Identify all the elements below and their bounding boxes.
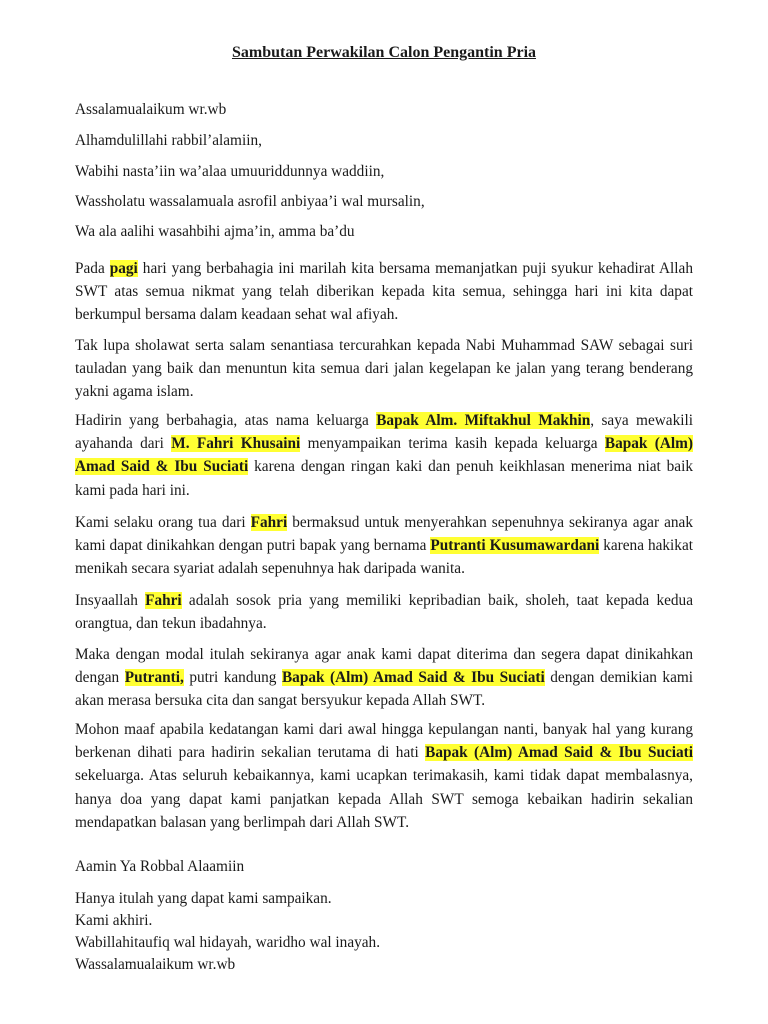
highlighted-text: Bapak (Alm) Amad Said & Ibu Suciati [281, 669, 545, 687]
closing-line: Wassalamualaikum wr.wb [75, 956, 236, 973]
text-segment: dengan demikian kami akan merasa bersuka cita dan sangat bersyukur kepada Allah SWT. [75, 669, 694, 710]
closing-line: Kami akhiri. [75, 912, 153, 929]
document-title: Sambutan Perwakilan Calon Pengantin Pria [231, 44, 537, 61]
body-paragraph [75, 257, 693, 327]
closing-line: Wabillahitaufiq wal hidayah, waridho wal inayah. [75, 934, 381, 951]
highlighted-text: Bapak Alm. Miftakhul Makhin [376, 412, 591, 429]
text-segment: Hadirin yang berbahagia, atas nama keluarga [75, 412, 377, 429]
text-segment: karena hakikat menikah secara syariat adalah sepenuhnya hak daripada wanita. [75, 537, 693, 578]
text-segment: Kami selaku orang tua dari [75, 514, 251, 531]
highlighted-text: Bapak (Alm) Amad Said & Ibu Suciati [75, 435, 693, 476]
body-paragraph [75, 511, 693, 581]
text-segment: bermaksud untuk menyerahkan sepenuhnya sekiranya agar anak kami dapat dinikahkan dengan putri bapak yang bernama [75, 514, 693, 555]
body-paragraph [75, 334, 693, 404]
text-segment: Tak lupa sholawat serta salam senantiasa tercurahkan kepada Nabi Muhammad SAW sebagai suri tauladan yang baik dan menuntun kita semua dari jalan kegelapan ke jalan yang terang benderang yakni agama islam. [75, 337, 693, 401]
greeting-line: Alhamdulillahi rabbil’alamiin, [75, 132, 262, 149]
text-segment: hari yang berbahagia ini marilah kita bersama memanjatkan puji syukur kehadirat Allah SWT atas semua nikmat yang telah diberikan kepada kita semua, sehingga hari ini kita dapat berkumpul bersama dalam keadaan sehat wal afiyah. [75, 260, 693, 324]
aamin-line: Aamin Ya Robbal Alaamiin [75, 858, 245, 875]
highlighted-text: M. Fahri Khusaini [171, 435, 301, 453]
highlighted-text: Putranti, [124, 669, 184, 687]
body-paragraph [75, 589, 693, 635]
highlighted-text: pagi [109, 260, 138, 277]
text-segment: Maka dengan modal itulah sekiranya agar anak kami dapat diterima dan segera dapat dinikahkan dengan [75, 646, 693, 687]
text-segment: karena dengan ringan kaki dan penuh keikhlasan menerima niat baik kami pada hari ini. [75, 458, 693, 499]
greeting-line: Wassholatu wassalamuala asrofil anbiyaa’i wal mursalin, [75, 193, 425, 210]
text-segment: menyampaikan terima kasih kepada keluarga [300, 435, 605, 453]
body-paragraph [75, 718, 693, 834]
text-segment: Mohon maaf apabila kedatangan kami dari awal hingga kepulangan nanti, banyak hal yang kurang berkenan dihati para hadirin sekalian terutama di hati [75, 721, 693, 762]
highlighted-text: Putranti Kusumawardani [430, 537, 600, 555]
text-segment: , saya mewakili ayahanda dari [75, 412, 693, 453]
text-segment: putri kandung [183, 669, 282, 687]
highlighted-text: Fahri [145, 592, 182, 609]
greeting-line: Wabihi nasta’iin wa’alaa umuuriddunnya waddiin, [75, 163, 385, 180]
text-segment: sekeluarga. Atas seluruh kebaikannya, kami ucapkan terimakasih, kami tidak dapat membalasnya, hanya doa yang dapat kami panjatkan kepada Allah SWT semoga kebaikan hadirin sekalian mendapatkan balasan yang berlimpah dari Allah SWT. [75, 767, 693, 831]
text-segment: Pada [75, 260, 110, 277]
body-paragraph [75, 409, 693, 502]
highlighted-text: Bapak (Alm) Amad Said & Ibu Suciati [425, 744, 693, 762]
text-segment: adalah sosok pria yang memiliki kepribadian baik, sholeh, taat kepada kedua orangtua, dan tekun ibadahnya. [75, 592, 693, 633]
greeting-line: Assalamualaikum wr.wb [75, 101, 227, 118]
highlighted-text: Fahri [250, 514, 288, 531]
closing-line: Hanya itulah yang dapat kami sampaikan. [75, 890, 332, 907]
text-segment: Insyaallah [75, 592, 146, 609]
greeting-line: Wa ala aalihi wasahbihi ajma’in, amma ba’du [75, 223, 355, 240]
body-paragraph [75, 643, 693, 713]
